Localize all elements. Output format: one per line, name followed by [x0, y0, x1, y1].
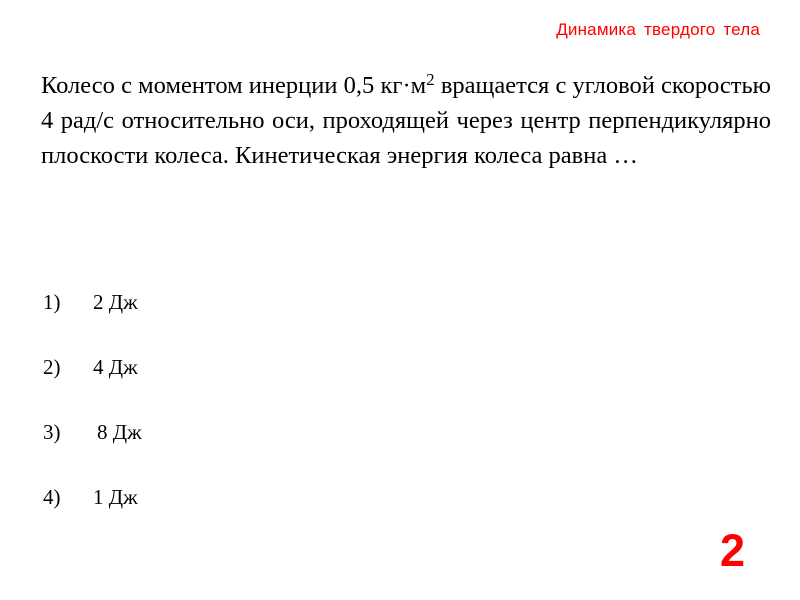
- question-superscript: 2: [426, 70, 435, 89]
- answer-option-1: [43, 286, 142, 318]
- question-text: [41, 68, 771, 173]
- answer-option-4: [43, 481, 142, 513]
- answer-number: 1): [43, 290, 61, 314]
- answer-number: 3): [43, 420, 61, 444]
- question-text-part-1: Колесо с моментом инерции 0,5 кг·м: [41, 72, 427, 99]
- correct-answer-mark: 2: [720, 525, 746, 576]
- answer-text: 1 Дж: [93, 485, 138, 509]
- topic-title: Динамика твердого тела: [556, 20, 760, 39]
- answer-number: 2): [43, 355, 61, 379]
- answer-text: 4 Дж: [93, 355, 138, 379]
- question-text-part-2: вращается с угловой скоростью 4 рад/с относительно оси, проходящей через центр перпендикулярно плоскости колеса. Кинетическая энергия колеса равна …: [41, 72, 771, 169]
- answer-option-3: [43, 416, 142, 448]
- answer-text: 2 Дж: [93, 290, 138, 314]
- answer-number: 4): [43, 485, 61, 509]
- answer-list: [43, 286, 142, 546]
- answer-text: 8 Дж: [97, 420, 142, 444]
- answer-option-2: [43, 351, 142, 383]
